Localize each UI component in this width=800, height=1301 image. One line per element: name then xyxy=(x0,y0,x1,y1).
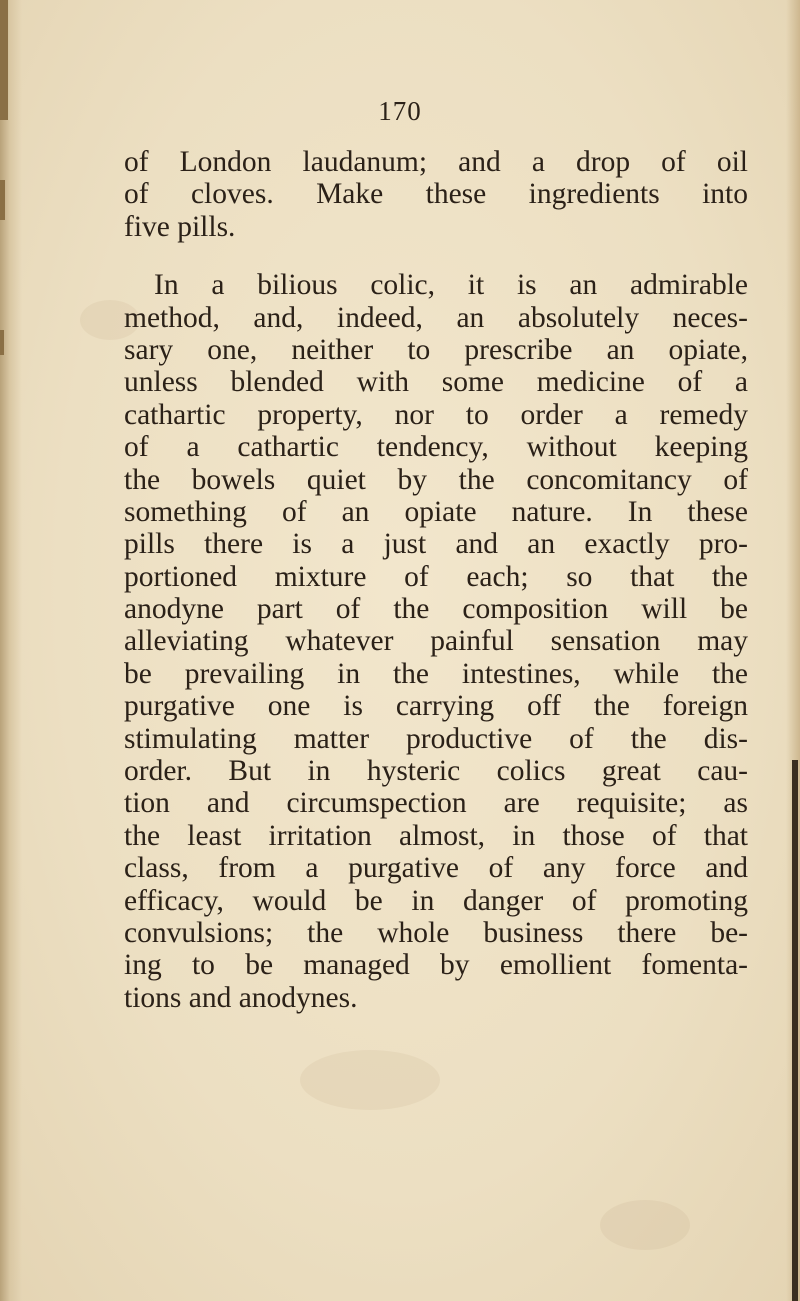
text-line: anodyne part of the composition will be xyxy=(124,593,748,626)
text-line: of London laudanum; and a drop of oil xyxy=(124,146,748,178)
text-line: something of an opiate nature. In these xyxy=(124,495,748,528)
text-line: of cloves. Make these ingredients into xyxy=(124,178,748,211)
text-line: of a cathartic tendency, without keeping xyxy=(124,431,748,464)
text-line: unless blended with some medicine of a xyxy=(124,366,748,399)
paper-stain xyxy=(300,1050,440,1110)
text-line: the bowels quiet by the concomitancy of xyxy=(124,463,748,496)
right-page-edge xyxy=(786,0,800,1301)
text-line: tions and anodynes. xyxy=(124,981,358,1014)
paper-stain xyxy=(600,1200,690,1250)
text-line: pills there is a just and an exactly pro- xyxy=(124,528,748,561)
text-line: purgative one is carrying off the foreign xyxy=(124,690,748,723)
text-line: five pills. xyxy=(124,210,236,243)
page-number: 170 xyxy=(378,96,422,126)
text-line: method, and, indeed, an absolutely neces- xyxy=(124,301,748,334)
text-line: stimulating matter productive of the dis- xyxy=(124,722,748,755)
text-line: ing to be managed by emollient fomenta- xyxy=(124,949,748,982)
text-line: alleviating whatever painful sensation may xyxy=(124,625,748,658)
text-line: In a bilious colic, it is an admirable xyxy=(154,269,748,302)
text-line: efficacy, would be in danger of promoting xyxy=(124,884,748,917)
text-line: portioned mixture of each; so that the xyxy=(124,560,748,593)
text-line: sary one, neither to prescribe an opiate, xyxy=(124,333,748,366)
left-page-edge xyxy=(0,0,22,1301)
paragraph xyxy=(124,146,748,243)
text-line: the least irritation almost, in those of that xyxy=(124,819,748,852)
text-line: be prevailing in the intestines, while the xyxy=(124,657,748,690)
paragraph xyxy=(124,269,748,1014)
text-line: tion and circumspection are requisite; as xyxy=(124,787,748,820)
text-line: cathartic property, nor to order a remedy xyxy=(124,398,748,431)
text-line: order. But in hysteric colics great cau- xyxy=(124,755,748,788)
body-text xyxy=(124,146,748,1014)
text-line: class, from a purgative of any force and xyxy=(124,852,748,885)
text-line: convulsions; the whole business there be- xyxy=(124,916,748,949)
